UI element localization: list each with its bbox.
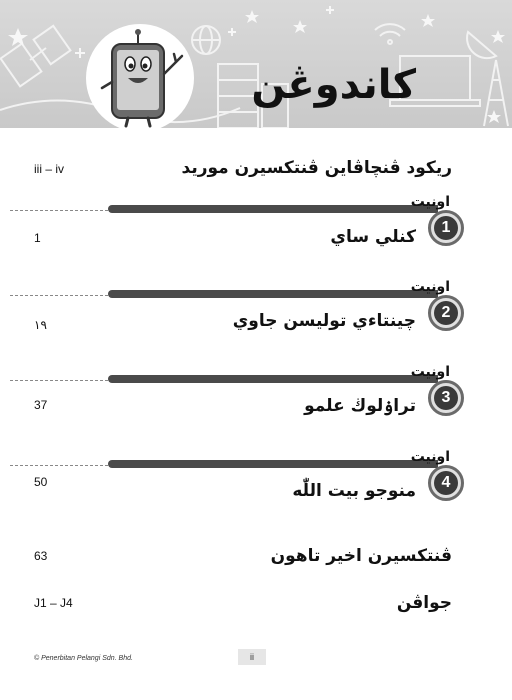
unit-2-page: ١٩	[34, 318, 47, 332]
toc-item-preface-title: ريكود ڤنچاڤاين ڤنتكسيرن موريد	[181, 158, 452, 178]
unit-3-page: 37	[34, 398, 48, 412]
unit-1-label: اونيت	[410, 194, 450, 210]
toc-item-answers-title: جواڤن	[396, 593, 452, 613]
unit-1-bar	[108, 205, 438, 213]
unit-4-label: اونيت	[410, 449, 450, 465]
unit-4-number: 4	[434, 471, 458, 495]
unit-1-number: 1	[434, 216, 458, 240]
toc-item-preface-page: iii – iv	[34, 162, 65, 176]
toc-item-final-page: 63	[34, 549, 48, 563]
publisher-credit: © Penerbitan Pelangi Sdn. Bhd.	[34, 655, 133, 662]
footer-page-number: ii	[238, 649, 266, 665]
toc-item-final-title: ڤنتكسيرن اخير تاهون	[270, 546, 452, 566]
unit-2-number-badge	[428, 295, 464, 331]
unit-2-dashed-line	[10, 295, 108, 296]
unit-3-number: 3	[434, 386, 458, 410]
toc-item-answers-page: J1 – J4	[34, 596, 73, 610]
unit-3-dashed-line	[10, 380, 108, 381]
unit-1-number-badge	[428, 210, 464, 246]
unit-1-title: كنلي ساي	[330, 227, 416, 247]
unit-2-bar	[108, 290, 438, 298]
unit-4-bar	[108, 460, 438, 468]
unit-4-page: 50	[34, 475, 48, 489]
page-title: كاندوڠن	[251, 62, 416, 108]
tablet-mascot-icon	[84, 22, 194, 128]
unit-2-title: چينتاءي توليسن جاوي	[232, 311, 416, 331]
unit-3-number-badge	[428, 380, 464, 416]
unit-4-number-badge	[428, 465, 464, 501]
unit-1-page: 1	[34, 231, 41, 245]
unit-4-title: منوجو بيت اللّٰه	[292, 481, 416, 501]
unit-3-bar	[108, 375, 438, 383]
header-banner	[0, 0, 512, 128]
unit-1-dashed-line	[10, 210, 108, 211]
unit-2-number: 2	[434, 301, 458, 325]
unit-4-dashed-line	[10, 465, 108, 466]
unit-3-label: اونيت	[410, 364, 450, 380]
unit-2-label: اونيت	[410, 279, 450, 295]
unit-3-title: تراۏلوڬ علمو	[304, 396, 416, 416]
